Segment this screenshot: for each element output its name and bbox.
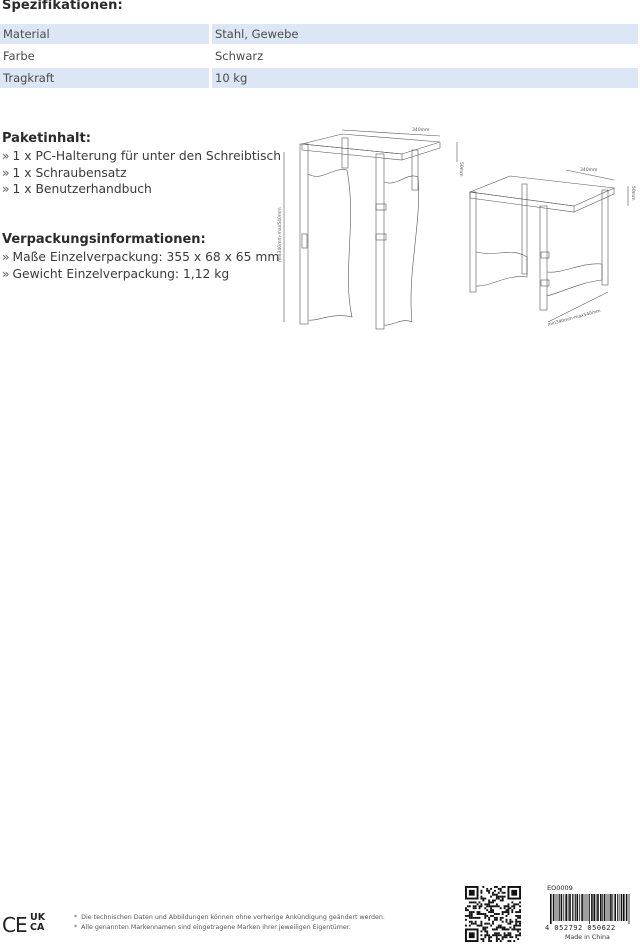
packaging-list bbox=[2, 249, 279, 282]
spec-table bbox=[0, 22, 638, 90]
spec-row-material bbox=[0, 24, 638, 44]
barcode-icon bbox=[548, 894, 632, 924]
list-item: » Maße Einzelverpackung: 355 x 68 x 65 mm bbox=[2, 250, 280, 264]
dim-height-label: 50mm bbox=[630, 186, 635, 201]
footer-notes bbox=[74, 913, 385, 933]
spec-key: Tragkraft bbox=[0, 68, 209, 88]
list-item: » 1 x Schraubensatz bbox=[2, 165, 127, 180]
dim-width-label: 340mm bbox=[412, 128, 430, 133]
dim-range-label: min340mm-max540mm bbox=[547, 308, 602, 328]
dim-width-label: 340mm bbox=[580, 168, 598, 173]
package-heading: Paketinhalt: bbox=[2, 131, 91, 146]
packaging-heading: Verpackungsinformationen: bbox=[2, 232, 206, 247]
article-number: EO0009 bbox=[547, 884, 573, 892]
ce-mark: CE bbox=[2, 913, 27, 937]
spec-heading: Spezifikationen: bbox=[2, 0, 123, 13]
spec-value: 10 kg bbox=[212, 68, 638, 88]
spec-value: Stahl, Gewebe bbox=[212, 24, 638, 44]
spec-row-capacity bbox=[0, 68, 638, 88]
product-drawing-front bbox=[272, 122, 472, 334]
spec-row-color bbox=[0, 46, 638, 66]
package-list bbox=[2, 148, 281, 198]
dim-range-label: min340mm-max540mm bbox=[278, 207, 283, 262]
qr-code-icon bbox=[465, 886, 521, 942]
footer-note: * Alle genannten Markennamen sind eingetragene Marken ihrer jeweiligen Eigentümer. bbox=[74, 924, 351, 931]
list-item: » Gewicht Einzelverpackung: 1,12 kg bbox=[2, 266, 230, 281]
footer-note: * Die technischen Daten und Abbildungen können ohne vorherige Ankündigung geändert werden. bbox=[74, 914, 385, 921]
list-item: » 1 x Benutzerhandbuch bbox=[2, 182, 152, 196]
origin-label: Made in China bbox=[565, 934, 610, 941]
product-drawing-angled bbox=[462, 162, 640, 332]
barcode-digits: 4 052792 050622 bbox=[545, 924, 616, 932]
spec-key: Farbe bbox=[3, 49, 35, 63]
spec-value: Schwarz bbox=[215, 49, 264, 63]
ukca-mark: UK CA bbox=[30, 912, 46, 933]
dim-height-label: 50mm bbox=[458, 162, 463, 177]
list-item: » 1 x PC-Halterung für unter den Schreibtisch bbox=[2, 149, 282, 163]
spec-key: Material bbox=[0, 24, 209, 44]
